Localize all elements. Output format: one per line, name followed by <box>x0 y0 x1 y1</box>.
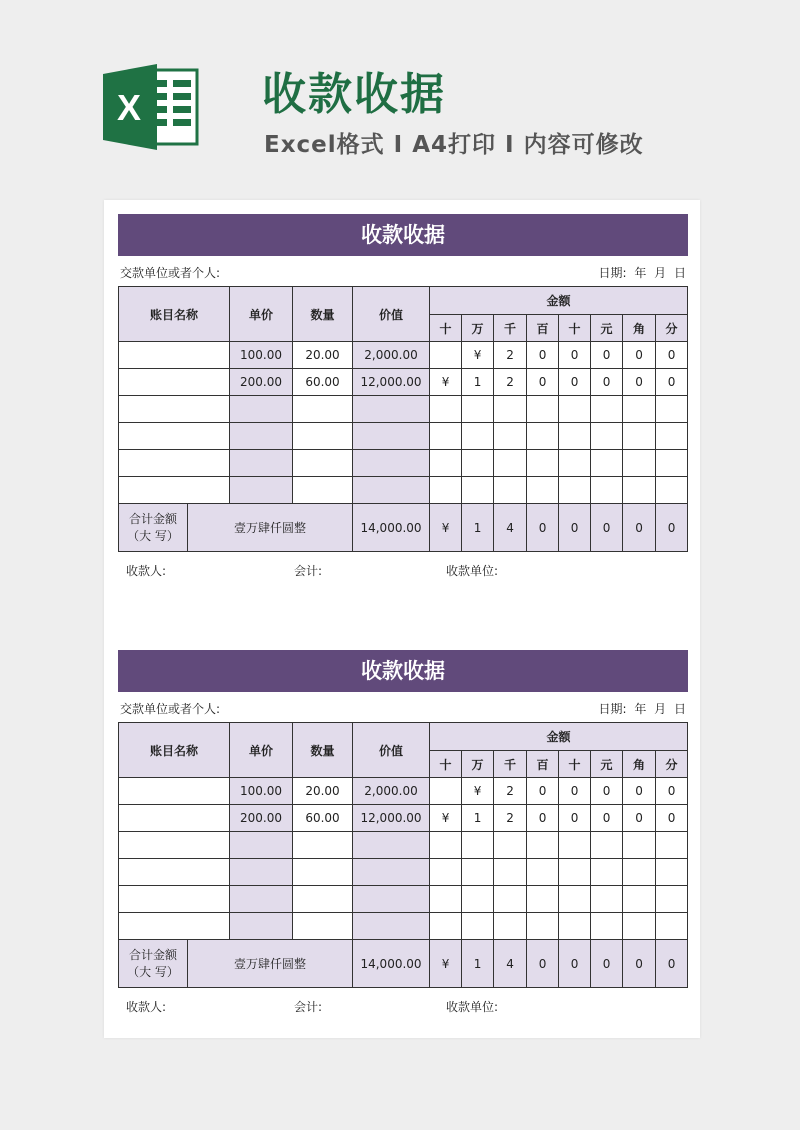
digit-column-header: 百 <box>527 315 559 342</box>
receipt-form-1 <box>118 214 688 582</box>
digit-cell: 0 <box>656 369 688 396</box>
total-digit-cell: 4 <box>494 940 527 988</box>
value-cell <box>353 396 430 423</box>
digit-cell: 0 <box>591 369 623 396</box>
unit-price-cell <box>230 450 293 477</box>
quantity-cell: 20.00 <box>293 778 353 805</box>
digit-cell <box>623 859 656 886</box>
payee-label: 收款人: <box>126 564 167 578</box>
quantity-cell: 60.00 <box>293 805 353 832</box>
digit-column-header: 角 <box>623 315 656 342</box>
total-digit-cell: 0 <box>656 940 688 988</box>
page-title: 收款收据 <box>262 69 446 120</box>
table-row <box>119 859 688 886</box>
digit-cell: 0 <box>591 342 623 369</box>
total-digit-cell: 4 <box>494 504 527 552</box>
table-row <box>119 886 688 913</box>
digit-cell <box>494 396 527 423</box>
receipt-footer <box>118 988 688 1018</box>
column-header-unit-price: 单价 <box>230 287 293 342</box>
receipt-info-row <box>118 256 688 286</box>
value-cell <box>353 450 430 477</box>
column-header-amount: 金额 <box>430 287 688 315</box>
total-digit-cell: 0 <box>591 940 623 988</box>
digit-cell: 0 <box>656 342 688 369</box>
digit-cell <box>559 859 591 886</box>
digit-cell <box>623 832 656 859</box>
digit-cell <box>494 886 527 913</box>
digit-cell <box>430 832 462 859</box>
svg-text:X: X <box>116 87 142 128</box>
value-cell: 2,000.00 <box>353 342 430 369</box>
digit-cell <box>623 423 656 450</box>
digit-column-header: 千 <box>494 315 527 342</box>
total-in-words-cell: 壹万肆仟圆整 <box>188 940 353 988</box>
unit-price-cell: 100.00 <box>230 778 293 805</box>
receipt-title: 收款收据 <box>118 214 688 256</box>
table-row <box>119 342 688 369</box>
digit-column-header: 万 <box>462 315 494 342</box>
digit-cell: 2 <box>494 369 527 396</box>
unit-price-cell <box>230 832 293 859</box>
total-digit-cell: 0 <box>527 504 559 552</box>
column-header-item: 账目名称 <box>119 287 230 342</box>
digit-cell <box>623 450 656 477</box>
table-row <box>119 450 688 477</box>
digit-cell <box>494 859 527 886</box>
digit-cell: 2 <box>494 342 527 369</box>
date-label: 日期: 年 月 日 <box>598 266 686 280</box>
digit-cell <box>559 886 591 913</box>
digit-cell <box>656 913 688 940</box>
digit-cell <box>559 450 591 477</box>
value-cell: 12,000.00 <box>353 369 430 396</box>
total-value-cell: 14,000.00 <box>353 504 430 552</box>
value-cell <box>353 423 430 450</box>
digit-cell <box>462 832 494 859</box>
unit-price-cell <box>230 396 293 423</box>
total-label-cell <box>119 940 188 988</box>
digit-cell <box>623 913 656 940</box>
unit-price-cell <box>230 886 293 913</box>
digit-cell <box>656 859 688 886</box>
total-label-line: （大 写） <box>127 528 179 543</box>
value-cell <box>353 913 430 940</box>
digit-cell <box>591 423 623 450</box>
digit-cell <box>527 396 559 423</box>
value-cell: 12,000.00 <box>353 805 430 832</box>
receipt-footer <box>118 552 688 582</box>
digit-cell <box>559 423 591 450</box>
unit-price-cell: 100.00 <box>230 342 293 369</box>
accountant-label: 会计: <box>294 1000 323 1014</box>
column-header-quantity: 数量 <box>293 287 353 342</box>
digit-cell: 0 <box>527 342 559 369</box>
digit-cell <box>430 477 462 504</box>
table-row <box>119 369 688 396</box>
digit-column-header: 十 <box>430 751 462 778</box>
total-row <box>119 940 688 988</box>
receipt-info-row <box>118 692 688 722</box>
digit-column-header: 千 <box>494 751 527 778</box>
table-row <box>119 778 688 805</box>
digit-cell <box>591 396 623 423</box>
digit-cell <box>462 477 494 504</box>
total-digit-cell: 0 <box>559 504 591 552</box>
value-cell <box>353 832 430 859</box>
digit-cell: 2 <box>494 778 527 805</box>
total-label-line: 合计金额 <box>128 511 177 526</box>
digit-cell <box>656 450 688 477</box>
digit-column-header: 百 <box>527 751 559 778</box>
digit-column-header: 元 <box>591 751 623 778</box>
quantity-cell <box>293 859 353 886</box>
total-digit-cell: 0 <box>527 940 559 988</box>
total-label-cell <box>119 504 188 552</box>
unit-price-cell <box>230 913 293 940</box>
item-name-cell <box>119 342 230 369</box>
receipt-form-2 <box>118 650 688 1018</box>
receipt-table <box>118 722 688 988</box>
digit-cell <box>591 477 623 504</box>
unit-price-cell: 200.00 <box>230 805 293 832</box>
digit-cell <box>494 450 527 477</box>
total-digit-cell: 1 <box>462 940 494 988</box>
digit-cell <box>430 886 462 913</box>
digit-cell <box>430 342 462 369</box>
digit-cell <box>559 832 591 859</box>
digit-cell <box>656 477 688 504</box>
page-subtitle: Excel格式 I A4打印 I 内容可修改 <box>264 132 644 158</box>
unit-price-cell: 200.00 <box>230 369 293 396</box>
digit-cell <box>462 423 494 450</box>
value-cell <box>353 477 430 504</box>
digit-cell <box>462 859 494 886</box>
item-name-cell <box>119 886 230 913</box>
total-digit-cell: 0 <box>656 504 688 552</box>
item-name-cell <box>119 778 230 805</box>
total-value-cell: 14,000.00 <box>353 940 430 988</box>
table-row <box>119 913 688 940</box>
digit-cell: 0 <box>623 342 656 369</box>
quantity-cell <box>293 913 353 940</box>
total-label-line: 合计金额 <box>128 947 177 962</box>
item-name-cell <box>119 805 230 832</box>
digit-cell <box>430 778 462 805</box>
table-row <box>119 805 688 832</box>
unit-price-cell <box>230 423 293 450</box>
digit-cell: 0 <box>559 805 591 832</box>
receipt-title: 收款收据 <box>118 650 688 692</box>
digit-cell <box>656 886 688 913</box>
digit-cell <box>430 450 462 477</box>
digit-cell <box>559 913 591 940</box>
excel-icon <box>103 64 201 150</box>
total-digit-cell: ¥ <box>430 504 462 552</box>
digit-column-header: 分 <box>656 315 688 342</box>
digit-cell <box>623 886 656 913</box>
unit-price-cell <box>230 477 293 504</box>
value-cell: 2,000.00 <box>353 778 430 805</box>
digit-cell: 0 <box>527 805 559 832</box>
digit-cell <box>430 396 462 423</box>
digit-cell <box>494 477 527 504</box>
digit-cell <box>494 832 527 859</box>
digit-cell <box>591 832 623 859</box>
digit-column-header: 十 <box>430 315 462 342</box>
total-digit-cell: 1 <box>462 504 494 552</box>
digit-cell: 0 <box>623 805 656 832</box>
digit-column-header: 角 <box>623 751 656 778</box>
quantity-cell <box>293 396 353 423</box>
total-label-line: （大 写） <box>127 964 179 979</box>
item-name-cell <box>119 477 230 504</box>
column-header-value: 价值 <box>353 723 430 778</box>
digit-cell <box>430 913 462 940</box>
value-cell <box>353 859 430 886</box>
digit-cell <box>656 832 688 859</box>
digit-cell: 0 <box>527 778 559 805</box>
digit-cell <box>462 886 494 913</box>
item-name-cell <box>119 832 230 859</box>
digit-column-header: 分 <box>656 751 688 778</box>
total-digit-cell: 0 <box>623 940 656 988</box>
column-header-quantity: 数量 <box>293 723 353 778</box>
digit-cell: ¥ <box>430 369 462 396</box>
digit-column-header: 十 <box>559 751 591 778</box>
total-row <box>119 504 688 552</box>
digit-cell <box>527 477 559 504</box>
digit-cell: 0 <box>623 369 656 396</box>
payee-unit-label: 收款单位: <box>446 1000 499 1014</box>
payer-label: 交款单位或者个人: <box>120 702 221 716</box>
column-header-unit-price: 单价 <box>230 723 293 778</box>
value-cell <box>353 886 430 913</box>
digit-cell <box>559 396 591 423</box>
table-row <box>119 396 688 423</box>
total-digit-cell: 0 <box>623 504 656 552</box>
digit-cell: 1 <box>462 369 494 396</box>
digit-cell <box>527 423 559 450</box>
total-digit-cell: ¥ <box>430 940 462 988</box>
digit-cell <box>527 913 559 940</box>
column-header-value: 价值 <box>353 287 430 342</box>
digit-cell <box>494 913 527 940</box>
item-name-cell <box>119 369 230 396</box>
page-header <box>0 0 800 190</box>
digit-cell: 0 <box>559 778 591 805</box>
digit-cell <box>656 396 688 423</box>
digit-cell: ¥ <box>462 778 494 805</box>
table-row <box>119 477 688 504</box>
digit-cell: 0 <box>591 805 623 832</box>
digit-cell <box>527 859 559 886</box>
table-row <box>119 423 688 450</box>
digit-cell <box>462 450 494 477</box>
digit-cell <box>527 450 559 477</box>
column-header-item: 账目名称 <box>119 723 230 778</box>
digit-cell: 0 <box>527 369 559 396</box>
digit-column-header: 万 <box>462 751 494 778</box>
item-name-cell <box>119 423 230 450</box>
digit-cell: 0 <box>623 778 656 805</box>
total-in-words-cell: 壹万肆仟圆整 <box>188 504 353 552</box>
digit-cell <box>656 423 688 450</box>
item-name-cell <box>119 913 230 940</box>
digit-cell <box>462 913 494 940</box>
digit-cell: 0 <box>656 778 688 805</box>
digit-cell: 0 <box>656 805 688 832</box>
digit-cell <box>623 396 656 423</box>
quantity-cell <box>293 477 353 504</box>
item-name-cell <box>119 859 230 886</box>
digit-cell: 0 <box>559 369 591 396</box>
quantity-cell: 20.00 <box>293 342 353 369</box>
receipt-table <box>118 286 688 552</box>
digit-column-header: 十 <box>559 315 591 342</box>
quantity-cell: 60.00 <box>293 369 353 396</box>
digit-cell: ¥ <box>430 805 462 832</box>
accountant-label: 会计: <box>294 564 323 578</box>
digit-cell <box>430 423 462 450</box>
total-digit-cell: 0 <box>559 940 591 988</box>
payer-label: 交款单位或者个人: <box>120 266 221 280</box>
unit-price-cell <box>230 859 293 886</box>
digit-cell <box>591 886 623 913</box>
quantity-cell <box>293 423 353 450</box>
digit-cell: 0 <box>559 342 591 369</box>
digit-cell <box>462 396 494 423</box>
digit-cell <box>559 477 591 504</box>
date-label: 日期: 年 月 日 <box>598 702 686 716</box>
digit-cell: ¥ <box>462 342 494 369</box>
digit-cell <box>527 832 559 859</box>
item-name-cell <box>119 396 230 423</box>
quantity-cell <box>293 450 353 477</box>
digit-cell <box>591 450 623 477</box>
quantity-cell <box>293 832 353 859</box>
total-digit-cell: 0 <box>591 504 623 552</box>
digit-column-header: 元 <box>591 315 623 342</box>
digit-cell: 2 <box>494 805 527 832</box>
digit-cell <box>430 859 462 886</box>
table-row <box>119 832 688 859</box>
digit-cell: 0 <box>591 778 623 805</box>
quantity-cell <box>293 886 353 913</box>
digit-cell: 1 <box>462 805 494 832</box>
item-name-cell <box>119 450 230 477</box>
digit-cell <box>623 477 656 504</box>
digit-cell <box>591 859 623 886</box>
digit-cell <box>494 423 527 450</box>
digit-cell <box>591 913 623 940</box>
payee-label: 收款人: <box>126 1000 167 1014</box>
column-header-amount: 金额 <box>430 723 688 751</box>
digit-cell <box>527 886 559 913</box>
payee-unit-label: 收款单位: <box>446 564 499 578</box>
